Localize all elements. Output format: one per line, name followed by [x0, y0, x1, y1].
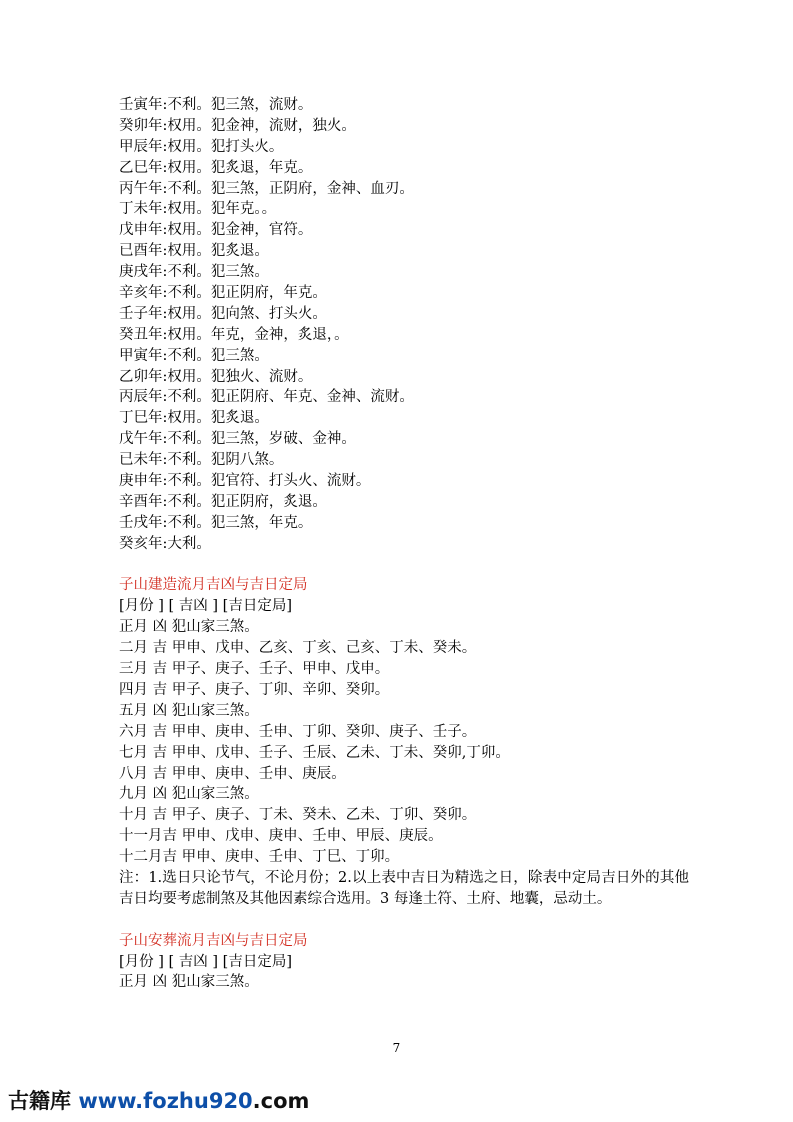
month-row: 正月 凶 犯山家三煞。: [119, 619, 259, 636]
year-line: 壬寅年:不利。犯三煞，流财。: [119, 97, 313, 113]
year-line: 戊午年:不利。犯三煞，岁破、金神。: [119, 431, 356, 448]
year-line: 戊申年:权用。犯金神，官符。: [119, 222, 313, 239]
year-line: 乙巳年:权用。犯炙退，年克。: [119, 159, 313, 176]
year-line: 壬子年:权用。犯向煞、打头火。: [119, 305, 327, 322]
watermark-url: www.fozhu920: [78, 1089, 253, 1113]
month-row: 五月 凶 犯山家三煞。: [119, 702, 259, 719]
year-line: 丁巳年:权用。犯炙退。: [119, 410, 269, 427]
month-row: 二月 吉 甲申、戊申、乙亥、丁亥、己亥、丁未、癸未。: [119, 640, 477, 657]
year-line: 辛亥年:不利。犯正阴府，年克。: [119, 285, 327, 302]
year-line: 庚申年:不利。犯官符、打头火、流财。: [119, 473, 371, 490]
table-header: [月份 ] [ 吉凶 ] [吉日定局]: [119, 953, 292, 970]
section-spacer: [119, 555, 689, 576]
section-build-note: 注：1.选日只论节气，不论月份；2.以上表中吉日为精选之日，除表中定局吉日外的其他吉日均要考虑制煞及其他因素综合选用。3 每逢土符、土府、地囊，忌动土。: [119, 869, 689, 907]
section-build-title: 子山建造流月吉凶与吉日定局: [119, 577, 308, 594]
table-header: [月份 ] [ 吉凶 ] [吉日定局]: [119, 598, 292, 615]
month-row: 十二月吉 甲申、庚申、壬申、丁巳、丁卯。: [119, 849, 400, 866]
year-list: [119, 95, 689, 555]
year-line: 癸丑年:权用。年克，金神，炙退，。: [119, 326, 349, 343]
month-row: 三月 吉 甲子、庚子、壬子、甲申、戊申。: [119, 661, 390, 678]
page-number: 7: [392, 1041, 401, 1055]
month-row: 正月 凶 犯山家三煞。: [119, 974, 259, 991]
section-build: [119, 575, 689, 909]
year-line: 甲寅年:不利。犯三煞。: [119, 347, 269, 364]
month-row: 八月 吉 甲申、庚申、壬申、庚辰。: [119, 765, 346, 782]
year-line: 丁未年:权用。犯年克。。: [119, 201, 277, 218]
month-row: 十月 吉 甲子、庚子、丁未、癸未、乙未、丁卯、癸卯。: [119, 807, 477, 824]
year-line: 已酉年:权用。犯炙退。: [119, 243, 269, 260]
month-row: 十一月吉 甲申、戊申、庚申、壬申、甲辰、庚辰。: [119, 828, 443, 845]
watermark: [8, 1085, 309, 1115]
year-line: 甲辰年:权用。犯打头火。: [119, 138, 284, 155]
month-row: 四月 吉 甲子、庚子、丁卯、辛卯、癸卯。: [119, 681, 390, 698]
month-row: 六月 吉 甲申、庚申、壬申、丁卯、癸卯、庚子、壬子。: [119, 723, 477, 740]
year-line: 庚戌年:不利。犯三煞。: [119, 264, 269, 281]
year-line: 癸卯年:权用。犯金神，流财，独火。: [119, 117, 356, 134]
year-line: 癸亥年:大利。: [119, 535, 211, 552]
month-row: 七月 吉 甲申、戊申、壬子、壬辰、乙未、丁未、癸卯,丁卯。: [119, 744, 510, 761]
year-line: 辛酉年:不利。犯正阴府，炙退。: [119, 493, 327, 510]
watermark-url-suffix: .com: [252, 1089, 310, 1113]
section-spacer: [119, 910, 689, 931]
year-line: 乙卯年:权用。犯独火、流财。: [119, 368, 313, 385]
year-line: 壬戌年:不利。犯三煞，年克。: [119, 514, 313, 531]
year-line: 已未年:不利。犯阴八煞。: [119, 452, 284, 469]
page-body: [119, 95, 689, 993]
year-line: 丙午年:不利。犯三煞，正阴府，金神、血刃。: [119, 180, 414, 197]
month-row: 九月 凶 犯山家三煞。: [119, 786, 259, 803]
section-burial: [119, 931, 689, 994]
year-line: 丙辰年:不利。犯正阴府、年克、金神、流财。: [119, 389, 414, 406]
watermark-site-name: 古籍库: [8, 1089, 79, 1113]
section-burial-title: 子山安葬流月吉凶与吉日定局: [119, 932, 308, 949]
